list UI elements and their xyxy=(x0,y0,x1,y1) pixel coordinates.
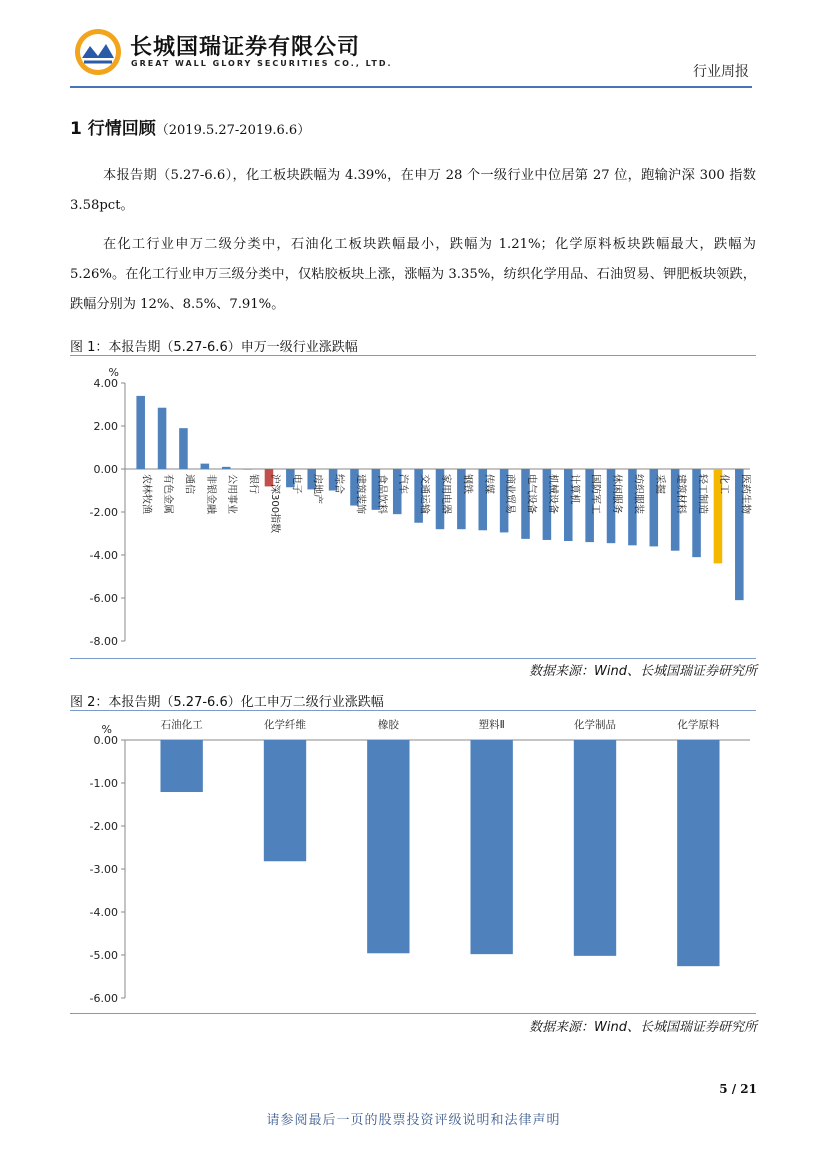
chart-2-y-tick-label: -2.00 xyxy=(89,820,118,833)
chart-1-category-label: 建筑材料 xyxy=(675,474,687,514)
chart-1-category-label: 银行 xyxy=(247,474,259,494)
chart-2-y-unit: % xyxy=(101,723,112,736)
figure-1-title: 图 1：本报告期（5.27-6.6）申万一级行业涨跌幅 xyxy=(70,340,358,355)
chart-2-category-label: 化学纤维 xyxy=(264,719,306,731)
chart-1-category-label: 非银金融 xyxy=(204,474,216,514)
brand-name-en: GREAT WALL GLORY SECURITIES CO., LTD. xyxy=(131,59,393,68)
chart-1-category-label: 机械设备 xyxy=(546,474,558,514)
chart-1-category-label: 纺织服装 xyxy=(632,474,644,514)
footer-disclaimer: 请参阅最后一页的股票投资评级说明和法律声明 xyxy=(266,1113,561,1128)
chart-2-bar xyxy=(160,740,202,792)
chart-1-bar xyxy=(158,408,167,469)
chart-1-y-tick-label: 2.00 xyxy=(93,420,118,433)
chart-1-y-tick-label: -6.00 xyxy=(89,592,118,605)
chart-1-category-label: 国防军工 xyxy=(589,474,601,514)
figure-2-source: 数据来源：Wind、长城国瑞证券研究所 xyxy=(529,1020,757,1035)
chart-1-y-tick-label: -2.00 xyxy=(89,506,118,519)
chart-1-category-label: 商业贸易 xyxy=(504,474,516,514)
chart-1-category-label: 通信 xyxy=(183,474,195,494)
chart-1-y-tick-label: -4.00 xyxy=(89,549,118,562)
chart-2-category-label: 橡胶 xyxy=(377,719,399,731)
chart-2-category-label: 化学原料 xyxy=(677,719,720,731)
chart-1-y-unit: % xyxy=(108,366,119,379)
paragraph-1: 本报告期（5.27-6.6），化工板块跌幅为 4.39%，在申万 28 个一级行业中位居第 27 位，跑输沪深 300 指数 3.58pct。 xyxy=(70,168,756,213)
chart-1-category-label: 传媒 xyxy=(482,474,494,494)
chart-1-category-label: 休闲服务 xyxy=(611,474,623,514)
chart-1-category-label: 建筑装饰 xyxy=(354,474,366,514)
chart-1-category-label: 电子 xyxy=(290,474,302,494)
chart-1-category-label: 有色金属 xyxy=(162,474,174,514)
chart-1-bar xyxy=(136,396,145,469)
chart-1-y-tick-label: 4.00 xyxy=(93,377,118,390)
chart-2-y-tick-label: 0.00 xyxy=(93,734,118,747)
chart-2-bar xyxy=(574,740,616,956)
chart-2-y-tick-label: -4.00 xyxy=(89,906,118,919)
chart-1-category-label: 医药生物 xyxy=(739,474,751,514)
chart-1-y-tick-label: 0.00 xyxy=(93,463,118,476)
chart-1-y-tick-label: -8.00 xyxy=(89,635,118,648)
chart-1-bar xyxy=(179,428,188,469)
chart-2-bar xyxy=(470,740,512,954)
chart-1-category-label: 沪深300指数 xyxy=(268,474,280,534)
chart-1-category-label: 轻工制造 xyxy=(696,474,708,514)
chart-1-category-label: 钢铁 xyxy=(461,474,473,494)
chart-2-y-tick-label: -5.00 xyxy=(89,949,118,962)
page-number: 5 / 21 xyxy=(719,1082,757,1096)
section-date-range: （2019.5.27-2019.6.6） xyxy=(155,123,311,138)
chart-1-category-label: 化工 xyxy=(717,474,729,494)
chart-1-category-label: 汽车 xyxy=(397,474,409,494)
chart-2-y-tick-label: -1.00 xyxy=(89,777,118,790)
figure-1-source: 数据来源：Wind、长城国瑞证券研究所 xyxy=(529,664,757,679)
chart-1-category-label: 家用电器 xyxy=(440,474,451,514)
chart-2-bar xyxy=(677,740,719,966)
chart-1-bar xyxy=(222,467,231,469)
chart-1-category-label: 房地产 xyxy=(311,474,323,504)
chart-1-bar xyxy=(201,464,210,469)
chart-1-category-label: 交通运输 xyxy=(418,474,430,514)
chart-1-bar xyxy=(243,469,252,470)
figure-2-bottom-rule xyxy=(70,1013,756,1014)
chart-1-category-label: 电气设备 xyxy=(525,474,537,514)
chart-2-bar xyxy=(367,740,409,953)
section-title-text: 1 行情回顾 xyxy=(70,119,156,139)
chart-1-category-label: 农林牧渔 xyxy=(140,474,152,514)
section-title xyxy=(70,114,310,139)
paragraph-2: 在化工行业申万二级分类中，石油化工板块跌幅最小，跌幅为 1.21%；化学原料板块跌幅最大，跌幅为 5.26%。在化工行业申万三级分类中，仅粘胶板块上涨，涨幅为 3.35%，纺织化学用品、石油贸易、钾肥板块领跌，跌幅分别为 12%、8.5%、7.91%。 xyxy=(70,237,756,312)
brand-name-cn: 长城国瑞证券有限公司 xyxy=(130,35,361,60)
header-divider xyxy=(70,86,752,88)
chart-2-y-tick-label: -3.00 xyxy=(89,863,118,876)
chart-2-category-label: 化学制品 xyxy=(574,719,616,731)
chart-1-category-label: 采掘 xyxy=(653,474,665,494)
chart-2-chemical-subsector-returns xyxy=(70,711,756,1011)
chart-2-y-tick-label: -6.00 xyxy=(89,992,118,1005)
chart-1-category-label: 计算机 xyxy=(568,474,580,504)
chart-2-bar xyxy=(264,740,306,861)
document-type: 行业周报 xyxy=(693,64,749,80)
chart-1-category-label: 综合 xyxy=(333,474,345,494)
figure-2-title: 图 2：本报告期（5.27-6.6）化工申万二级行业涨跌幅 xyxy=(70,695,384,710)
chart-2-category-label: 石油化工 xyxy=(160,719,203,731)
company-logo-icon xyxy=(74,28,122,76)
chart-1-industry-returns xyxy=(70,356,756,656)
figure-1-bottom-rule xyxy=(70,658,756,659)
chart-1-category-label: 公用事业 xyxy=(226,474,238,514)
chart-1-category-label: 食品饮料 xyxy=(375,474,387,514)
chart-2-category-label: 塑料Ⅱ xyxy=(478,719,505,731)
